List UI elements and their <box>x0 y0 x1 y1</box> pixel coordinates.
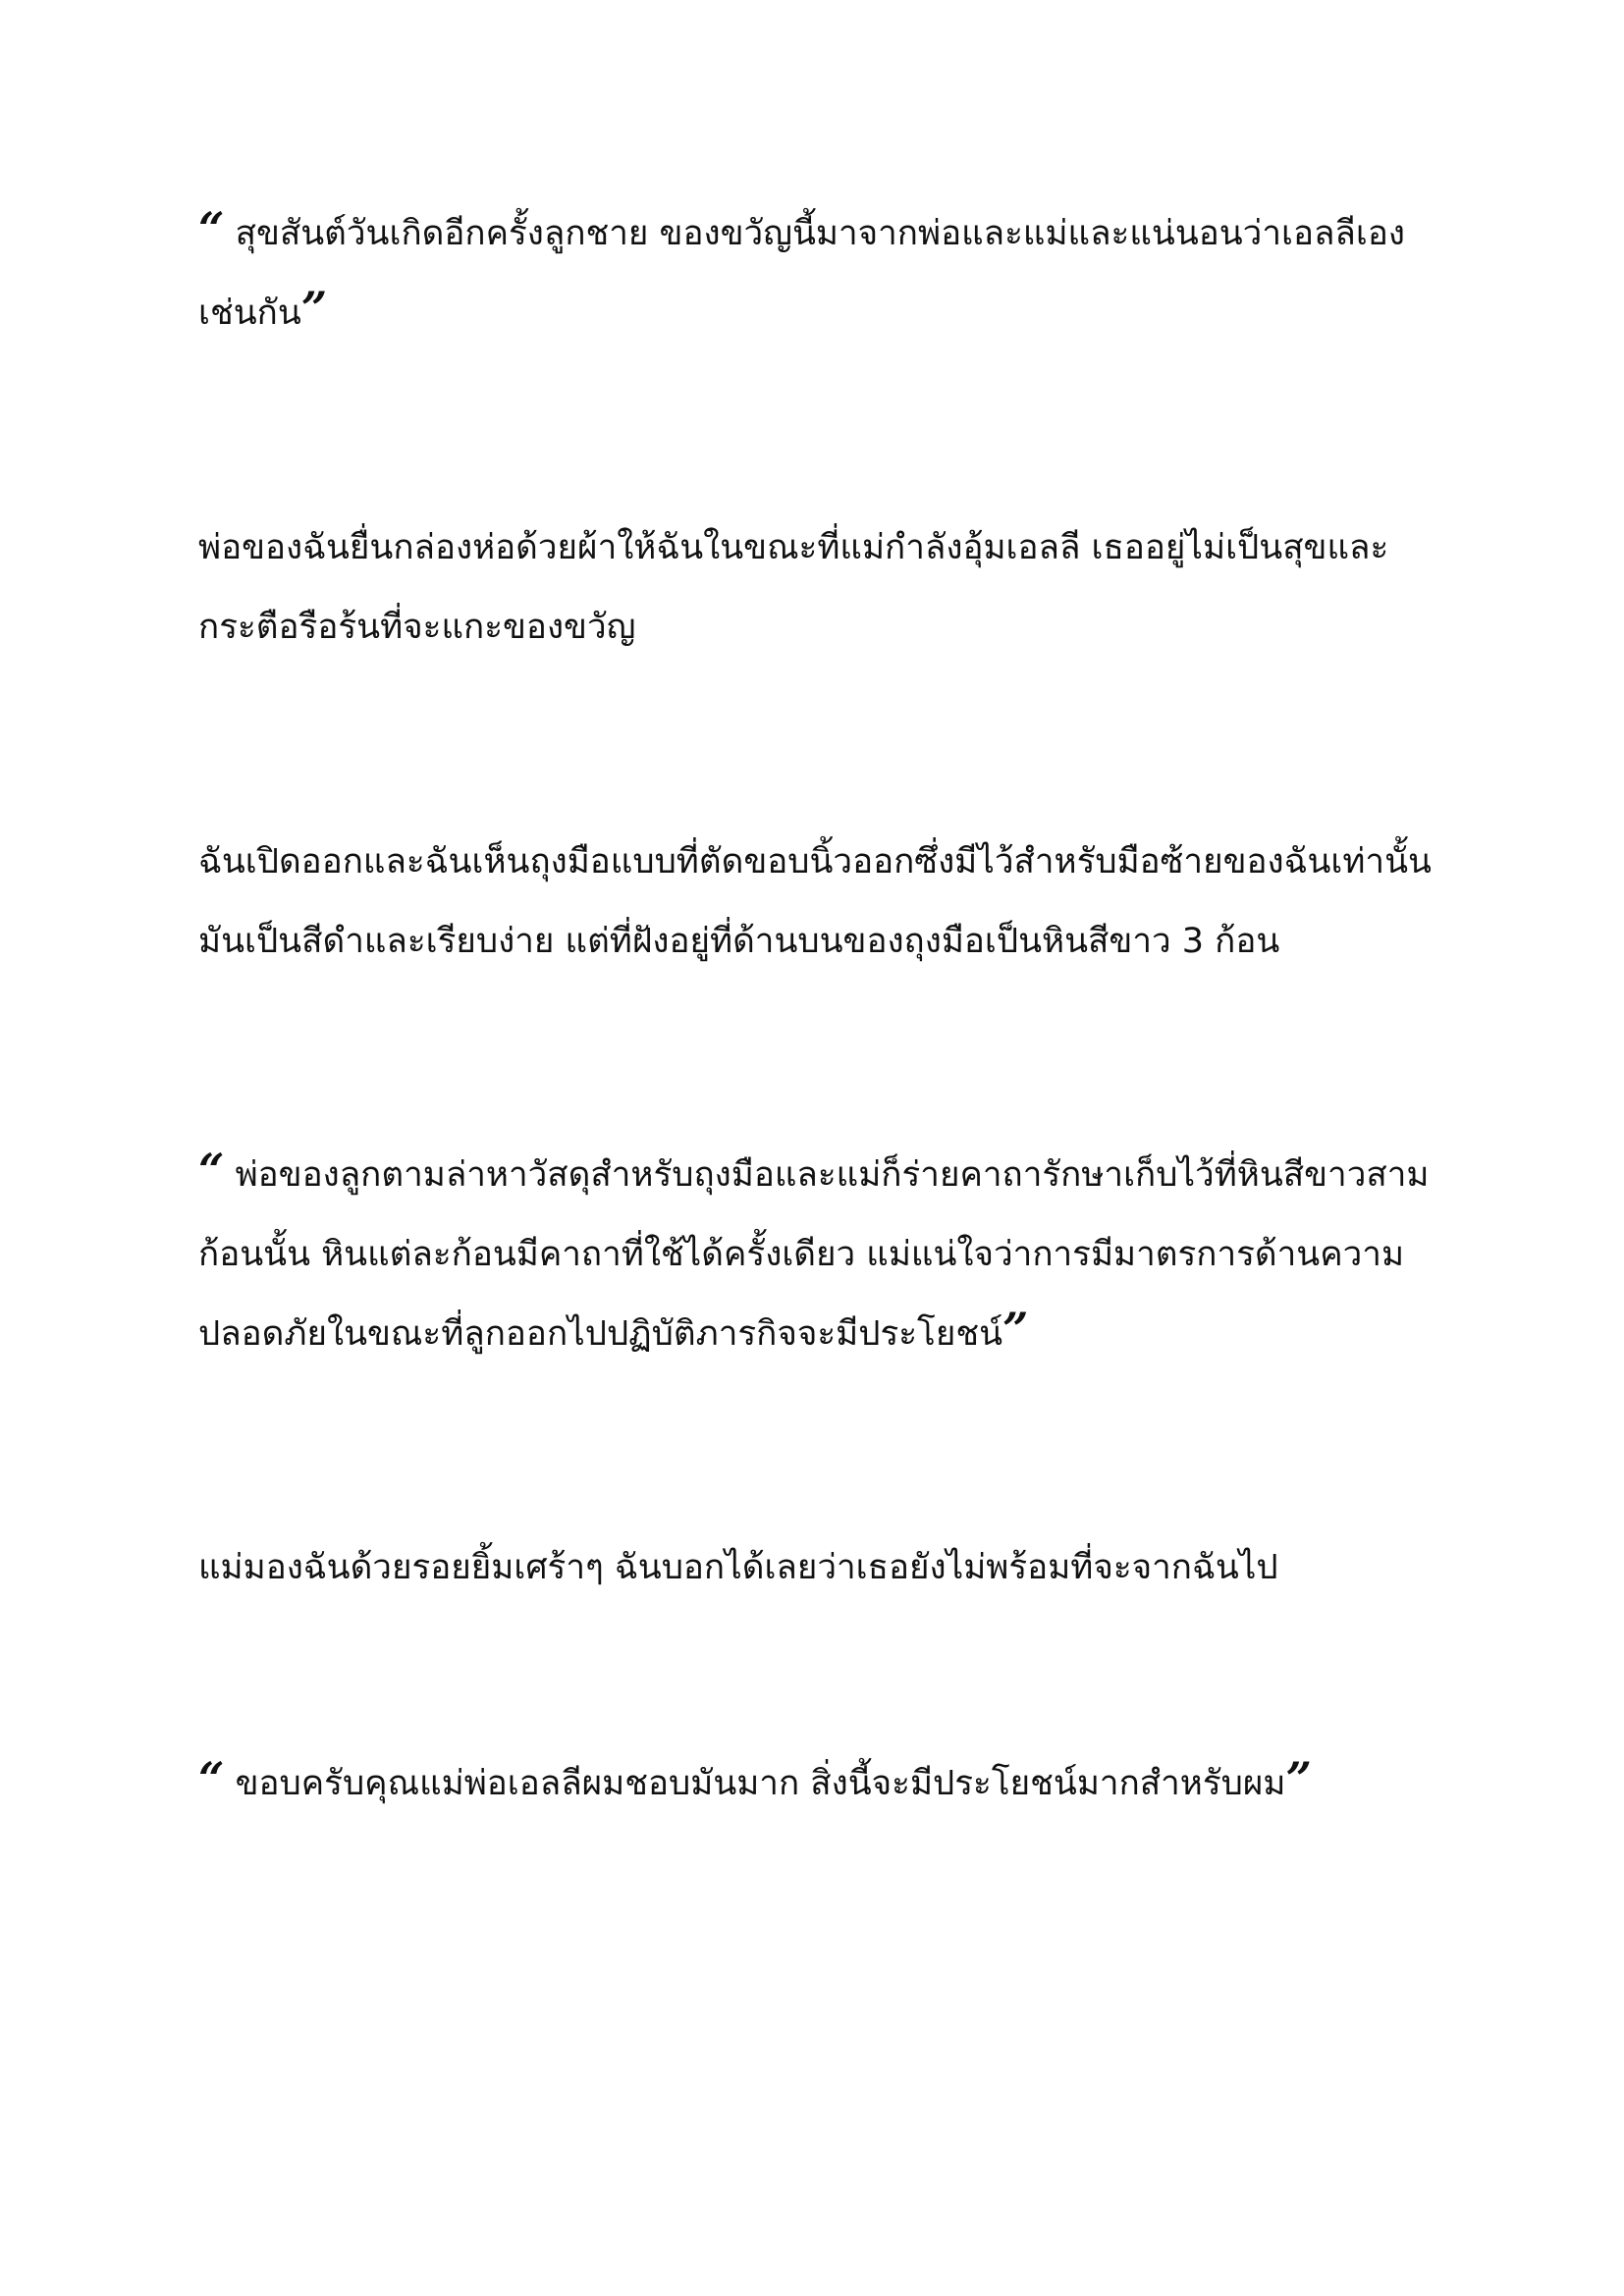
close-quote: ” <box>300 282 328 335</box>
paragraph-text: แม่มองฉันด้วยรอยยิ้มเศร้าๆ ฉันบอกได้เลยว่าเธอยังไม่พร้อมที่จะจากฉันไป <box>198 1548 1278 1587</box>
paragraph-5-narration <box>198 1528 1435 1608</box>
paragraph-6-dialogue <box>198 1744 1435 1824</box>
paragraph-text: ฉันเปิดออกและฉันเห็นถุงมือแบบที่ตัดขอบนิ้วออกซึ่งมีไว้สำหรับมือซ้ายของฉันเท่านั้น มันเป็นสีดำและเรียบง่าย แต่ที่ฝังอยู่ที่ด้านบนของถุงมือเป็นหินสีขาว 3 ก้อน <box>198 842 1432 961</box>
paragraph-text: พ่อของฉันยื่นกล่องห่อด้วยผ้าให้ฉันในขณะที่แม่กำลังอุ้มเอลลี เธออยู่ไม่เป็นสุขและกระตือรือร้นที่จะแกะของขวัญ <box>198 528 1389 647</box>
paragraph-text: สุขสันต์วันเกิดอีกครั้งลูกชาย ของขวัญนี้มาจากพ่อและแม่และแน่นอนว่าเอลลีเองเช่นกัน <box>198 214 1405 333</box>
open-quote: “ <box>198 202 225 255</box>
paragraph-text: ขอบครับคุณแม่พ่อเอลลีผมชอบมันมาก สิ่งนี้จะมีประโยชน์มากสำหรับผม <box>224 1764 1286 1803</box>
close-quote: ” <box>1285 1752 1312 1805</box>
open-quote: “ <box>198 1144 225 1197</box>
open-quote: “ <box>198 1752 225 1805</box>
paragraph-text: พ่อของลูกตามล่าหาวัสดุสำหรับถุงมือและแม่ก็ร่ายคาถารักษาเก็บไว้ที่หินสีขาวสามก้อนนั้น หินแต่ละก้อนมีคาถาที่ใช้ได้ครั้งเดียว แม่แน่ใจว่าการมีมาตรการด้านความปลอดภัยในขณะที่ลูกออกไปปฏิบัติภารกิจจะมีประโยชน์ <box>198 1155 1430 1354</box>
paragraph-2-narration <box>198 508 1435 667</box>
close-quote: ” <box>1002 1303 1029 1356</box>
paragraph-1-dialogue <box>198 194 1435 353</box>
paragraph-3-narration <box>198 823 1435 982</box>
paragraph-4-dialogue <box>198 1136 1435 1374</box>
